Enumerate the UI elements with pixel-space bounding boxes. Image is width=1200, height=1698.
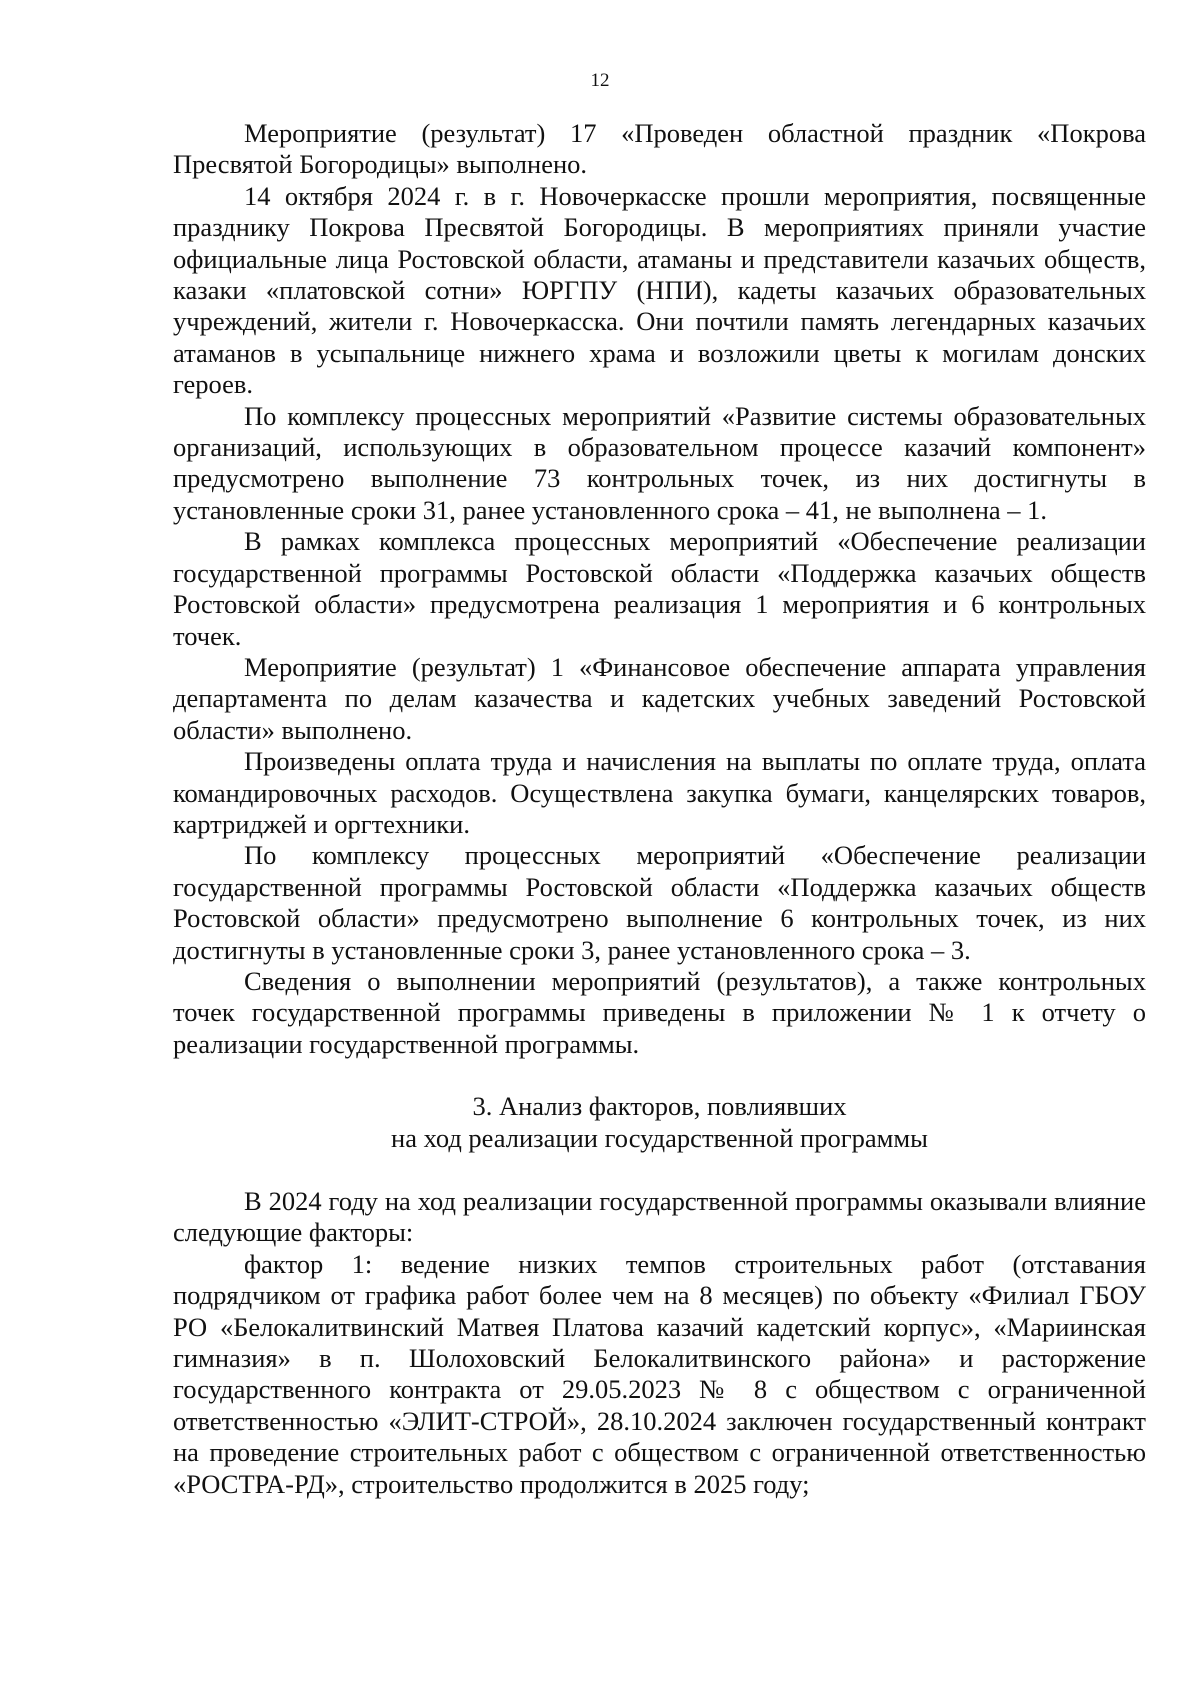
paragraph-event-17: Мероприятие (результат) 17 «Проведен областной праздник «Покрова Пресвятой Богородицы» выполнено.	[173, 118, 1146, 180]
paragraph-factors-intro: В 2024 году на ход реализации государственной программы оказывали влияние следующие факторы:	[173, 1186, 1146, 1248]
paragraph-program-support-complex: В рамках комплекса процессных мероприятий «Обеспечение реализации государственной программы Ростовской области «Поддержка казачьих обществ Ростовской области» предусмотрена реализация 1 мероприятия и 6 контрольных точек.	[173, 526, 1146, 651]
paragraph-appendix-reference: Сведения о выполнении мероприятий (результатов), а также контрольных точек государственной программы приведены в приложении № 1 к отчету о реализации государственной программы.	[173, 965, 1146, 1059]
section-heading-line-1: 3. Анализ факторов, повлиявших	[472, 1091, 847, 1122]
paragraph-pokrov-celebration: 14 октября 2024 г. в г. Новочеркасске прошли мероприятия, посвященные празднику Покрова Пресвятой Богородицы. В мероприятиях приняли участие официальные лица Ростовской области, атаманы и представители казачьих обществ, казаки «платовской сотни» ЮРГПУ (НПИ), кадеты казачьих образовательных учреждений, жители г. Новочеркасска. Они почтили память легендарных казачьих атаманов в усыпальнице нижнего храма и возложили цветы к могилам донских героев.	[173, 180, 1146, 400]
paragraph-event-1: Мероприятие (результат) 1 «Финансовое обеспечение аппарата управления департамента по делам казачества и кадетских учебных заведений Ростовской области» выполнено.	[173, 651, 1146, 745]
section-heading	[173, 1091, 1146, 1154]
section-heading-line-2: на ход реализации государственной программы	[391, 1122, 928, 1153]
paragraph-education-complex: По комплексу процессных мероприятий «Развитие системы образовательных организаций, использующих в образовательном процессе казачий компонент» предусмотрено выполнение 73 контрольных точек, из них достигнуты в установленные сроки 31, ранее установленного срока – 41, не выполнена – 1.	[173, 400, 1146, 525]
page-number: 12	[590, 70, 610, 91]
document-body	[173, 118, 1146, 1500]
paragraph-expenses: Произведены оплата труда и начисления на выплаты по оплате труда, оплата командировочных расходов. Осуществлена закупка бумаги, канцелярских товаров, картриджей и оргтехники.	[173, 746, 1146, 839]
paragraph-control-points: По комплексу процессных мероприятий «Обеспечение реализации государственной программы Ростовской области «Поддержка казачьих обществ Ростовской области» предусмотрено выполнение 6 контрольных точек, из них достигнуты в установленные сроки 3, ранее установленного срока – 3.	[173, 840, 1146, 965]
paragraph-factor-1: фактор 1: ведение низких темпов строительных работ (отставания подрядчиком от графика работ более чем на 8 месяцев) по объекту «Филиал ГБОУ РО «Белокалитвинский Матвея Платова казачий кадетский корпус», «Мариинская гимназия» в п. Шолоховский Белокалитвинского района» и расторжение государственного контракта от 29.05.2023 № 8 с обществом с ограниченной ответственностью «ЭЛИТ-СТРОЙ», 28.10.2024 заключен государственный контракт на проведение строительных работ с обществом с ограниченной ответственностью «РОСТРА-РД», строительство продолжится в 2025 году;	[173, 1248, 1146, 1499]
